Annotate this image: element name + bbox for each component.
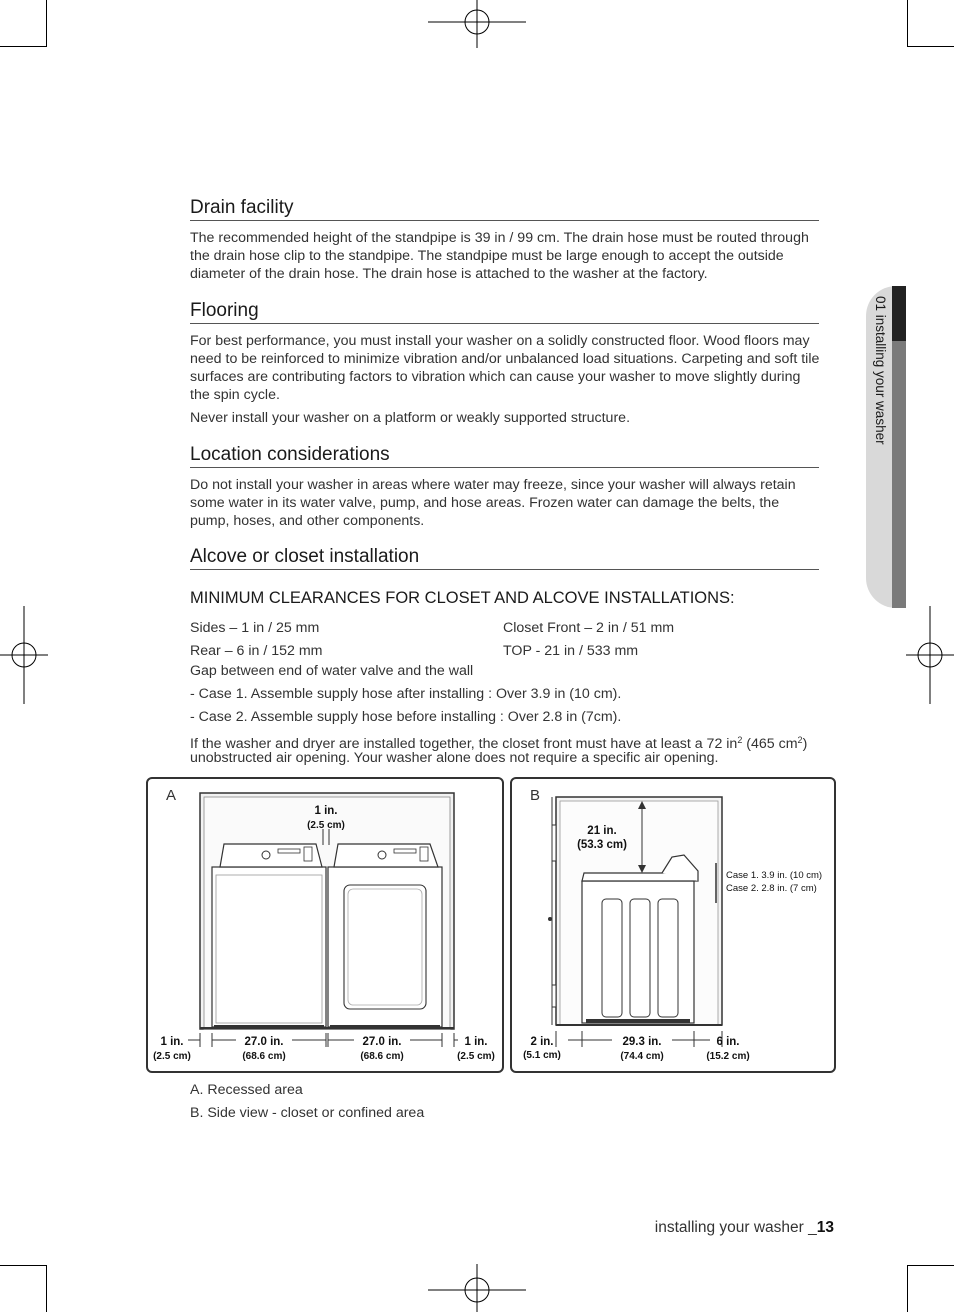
section-body-drain: The recommended height of the standpipe is 39 in / 99 cm. The drain hose must be routed through the drain hose clip to the standpipe. The standpipe must be large enough to accept the outside diameter of the drain hose. The drain hose is attached to the washer at the factory. [190,230,809,282]
chapter-tab-bar [892,341,906,608]
washer-side-illustration [582,855,698,1023]
caption-b: B. Side view - closet or confined area [190,1105,425,1121]
section-body-flooring: For best performance, you must install your washer on a solidly constructed floor. Wood floors may need to be reinforced to minimize vibration and/or unbalanced load situations. Carpeting and soft tile surfaces are contributing factors to vibration which can cause your washer to move slightly during the spin cycle. [190,333,820,403]
figure-b-rear-cm: (15.2 cm) [706,1051,750,1062]
figure-b-front: 2 in. [530,1036,554,1048]
caption-a: A. Recessed area [190,1082,303,1098]
figure-a-washer-width: 27.0 in. [244,1036,284,1048]
section-title-alcove: Alcove or closet installation [190,546,819,570]
figure-b-top: 21 in. [587,825,617,837]
figure-b-depth: 29.3 in. [622,1036,662,1048]
figure-a-washer-width-cm: (68.6 cm) [242,1051,286,1062]
clearance-closet-front: Closet Front – 2 in / 51 mm [503,620,675,636]
figure-a-dryer-width: 27.0 in. [362,1036,402,1048]
clearance-case-1: - Case 1. Assemble supply hose after installing : Over 3.9 in (10 cm). [190,686,622,702]
registration-mark-right [906,606,954,704]
chapter-tab-marker [892,286,906,341]
section-body-flooring-2: Never install your washer on a platform or weakly supported structure. [190,410,631,426]
clearance-case-2: - Case 2. Assemble supply hose before installing : Over 2.8 in (7cm). [190,709,622,725]
section-title-location: Location considerations [190,444,819,468]
page-footer [600,1219,834,1237]
figure-b-front-cm: (5.1 cm) [523,1050,561,1061]
chapter-tab-label: 01 installing your washer [873,296,888,445]
footer-text: installing your washer _ [654,1219,817,1236]
figure-b-top-cm: (53.3 cm) [577,839,627,851]
registration-mark-top [428,0,526,48]
figure-a-top-gap-cm: (2.5 cm) [307,820,345,831]
registration-mark-bottom [428,1264,526,1312]
figure-a-left-gap-cm: (2.5 cm) [153,1051,191,1062]
page-number: 13 [816,1219,834,1236]
figure-a-right-gap-cm: (2.5 cm) [457,1051,495,1062]
air-opening-note: If the washer and dryer are installed together, the closet front must have at least a 72 $in^2$ (465 $cm^2$) [190,735,808,752]
figure-a [146,777,504,1073]
figure-b-depth-cm: (74.4 cm) [620,1051,664,1062]
air-opening-note-2: unobstructed air opening. Your washer alone does not require a specific air opening. [190,750,719,766]
section-body-location: Do not install your washer in areas where water may freeze, since your washer will always retain some water in its water valve, pump, and hose areas. Frozen water can damage the belts, the pump, hoses, and other components. [190,477,796,529]
clearance-rear: Rear – 6 in / 152 mm [190,643,323,659]
figure-b-drawing [512,779,834,1071]
figure-a-right-gap: 1 in. [464,1036,488,1048]
figure-a-left-gap: 1 in. [160,1036,184,1048]
section-title-flooring: Flooring [190,300,819,324]
figure-a-drawing [148,779,502,1071]
figure-b-case-1: Case 1. 3.9 in. (10 cm) [726,870,823,881]
registration-mark-left [0,606,48,704]
dryer-illustration [328,844,442,1028]
clearances-heading: MINIMUM CLEARANCES FOR CLOSET AND ALCOVE INSTALLATIONS: [190,589,735,607]
clearance-sides: Sides – 1 in / 25 mm [190,620,320,636]
figure-a-dryer-width-cm: (68.6 cm) [360,1051,404,1062]
figure-b [510,777,836,1073]
figure-a-top-gap: 1 in. [314,805,338,817]
clearance-gap: Gap between end of water valve and the wall [190,663,474,679]
washer-illustration [212,844,326,1028]
figure-b-label: B [530,787,541,804]
clearance-top: TOP - 21 in / 533 mm [503,643,639,659]
section-title-drain: Drain facility [190,197,819,221]
figure-a-label: A [166,787,177,804]
figure-b-rear: 6 in. [716,1036,740,1048]
figure-b-case-2: Case 2. 2.8 in. (7 cm) [726,883,817,894]
